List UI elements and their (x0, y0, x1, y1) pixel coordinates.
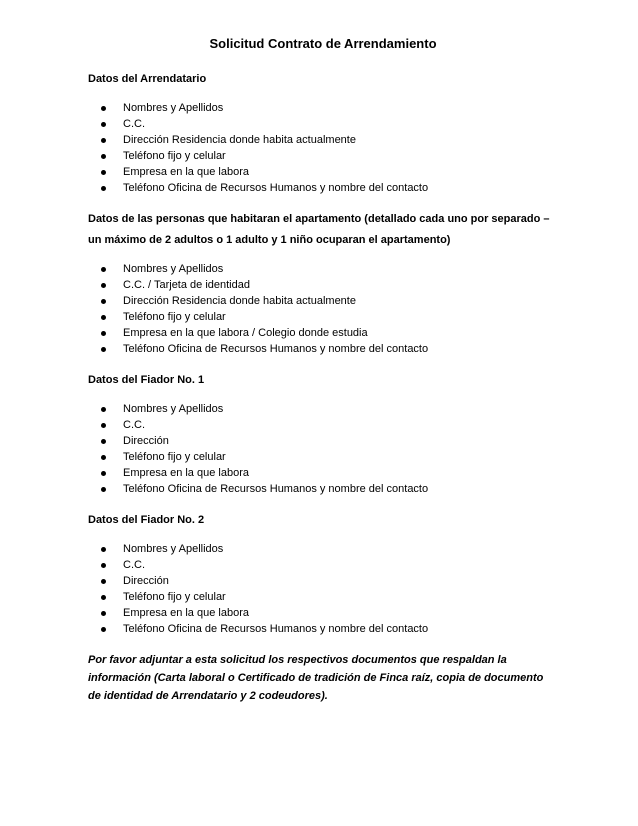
bullet-icon (101, 138, 106, 143)
bullet-icon (101, 106, 106, 111)
list-item (88, 481, 558, 497)
section-heading: Datos del Arrendatario (88, 73, 207, 85)
bullet-icon (101, 347, 106, 352)
list-item (88, 100, 558, 116)
list-item-text: Teléfono Oficina de Recursos Humanos y nombre del contacto (123, 483, 429, 495)
bullet-list (88, 541, 558, 637)
list-item-text: C.C. (123, 118, 145, 130)
section-arrendatario (88, 69, 558, 196)
section-heading: Datos de las personas que habitaran el apartamento (detallado cada uno por separado – un máximo de 2 adultos o 1 adulto y 1 niño ocuparan el apartamento) (88, 213, 550, 246)
list-item (88, 449, 558, 465)
list-item (88, 557, 558, 573)
attachment-note: Por favor adjuntar a esta solicitud los respectivos documentos que respaldan la información (Carta laboral o Certificado de tradición de Finca raíz, copia de documento de identidad de Arrendatario y 2 codeudores). (88, 654, 544, 702)
list-item (88, 277, 558, 293)
bullet-icon (101, 170, 106, 175)
bullet-icon (101, 331, 106, 336)
bullet-icon (101, 579, 106, 584)
bullet-icon (101, 487, 106, 492)
section-fiador-1 (88, 370, 558, 497)
list-item (88, 164, 558, 180)
list-item (88, 417, 558, 433)
list-item-text: Empresa en la que labora (123, 467, 249, 479)
bullet-icon (101, 627, 106, 632)
list-item-text: Dirección (123, 575, 169, 587)
list-item-text: Dirección Residencia donde habita actualmente (123, 134, 356, 146)
list-item (88, 433, 558, 449)
bullet-icon (101, 611, 106, 616)
list-item-text: Teléfono Oficina de Recursos Humanos y nombre del contacto (123, 182, 429, 194)
list-item-text: Dirección Residencia donde habita actualmente (123, 295, 356, 307)
list-item-text: Dirección (123, 435, 169, 447)
bullet-icon (101, 283, 106, 288)
list-item-text: Teléfono Oficina de Recursos Humanos y nombre del contacto (123, 623, 429, 635)
section-fiador-2 (88, 510, 558, 637)
bullet-icon (101, 267, 106, 272)
list-item-text: C.C. / Tarjeta de identidad (123, 279, 250, 291)
list-item (88, 621, 558, 637)
list-item (88, 573, 558, 589)
list-item (88, 132, 558, 148)
bullet-icon (101, 595, 106, 600)
list-item (88, 261, 558, 277)
list-item-text: Nombres y Apellidos (123, 403, 224, 415)
bullet-icon (101, 407, 106, 412)
list-item-text: Teléfono fijo y celular (123, 150, 226, 162)
bullet-icon (101, 154, 106, 159)
bullet-list (88, 100, 558, 196)
list-item (88, 605, 558, 621)
list-item (88, 116, 558, 132)
list-item-text: Teléfono fijo y celular (123, 311, 226, 323)
list-item (88, 401, 558, 417)
bullet-icon (101, 299, 106, 304)
bullet-icon (101, 423, 106, 428)
section-heading: Datos del Fiador No. 1 (88, 374, 205, 386)
bullet-icon (101, 563, 106, 568)
list-item (88, 465, 558, 481)
bullet-icon (101, 186, 106, 191)
bullet-icon (101, 547, 106, 552)
list-item (88, 148, 558, 164)
list-item-text: Teléfono fijo y celular (123, 591, 226, 603)
bullet-icon (101, 455, 106, 460)
list-item-text: Empresa en la que labora (123, 607, 249, 619)
list-item-text: Teléfono fijo y celular (123, 451, 226, 463)
list-item (88, 309, 558, 325)
bullet-icon (101, 471, 106, 476)
section-heading: Datos del Fiador No. 2 (88, 514, 205, 526)
document-title: Solicitud Contrato de Arrendamiento (209, 36, 437, 51)
list-item (88, 180, 558, 196)
bullet-icon (101, 439, 106, 444)
section-ocupantes (88, 209, 558, 357)
list-item (88, 341, 558, 357)
bullet-icon (101, 315, 106, 320)
list-item-text: Nombres y Apellidos (123, 543, 224, 555)
list-item (88, 589, 558, 605)
bullet-list (88, 401, 558, 497)
bullet-list (88, 261, 558, 357)
list-item-text: Empresa en la que labora / Colegio donde estudia (123, 327, 368, 339)
list-item (88, 293, 558, 309)
list-item (88, 541, 558, 557)
list-item (88, 325, 558, 341)
list-item-text: C.C. (123, 419, 145, 431)
document-page (88, 36, 558, 705)
bullet-icon (101, 122, 106, 127)
list-item-text: Nombres y Apellidos (123, 102, 224, 114)
list-item-text: Nombres y Apellidos (123, 263, 224, 275)
list-item-text: C.C. (123, 559, 145, 571)
list-item-text: Teléfono Oficina de Recursos Humanos y nombre del contacto (123, 343, 429, 355)
list-item-text: Empresa en la que labora (123, 166, 249, 178)
